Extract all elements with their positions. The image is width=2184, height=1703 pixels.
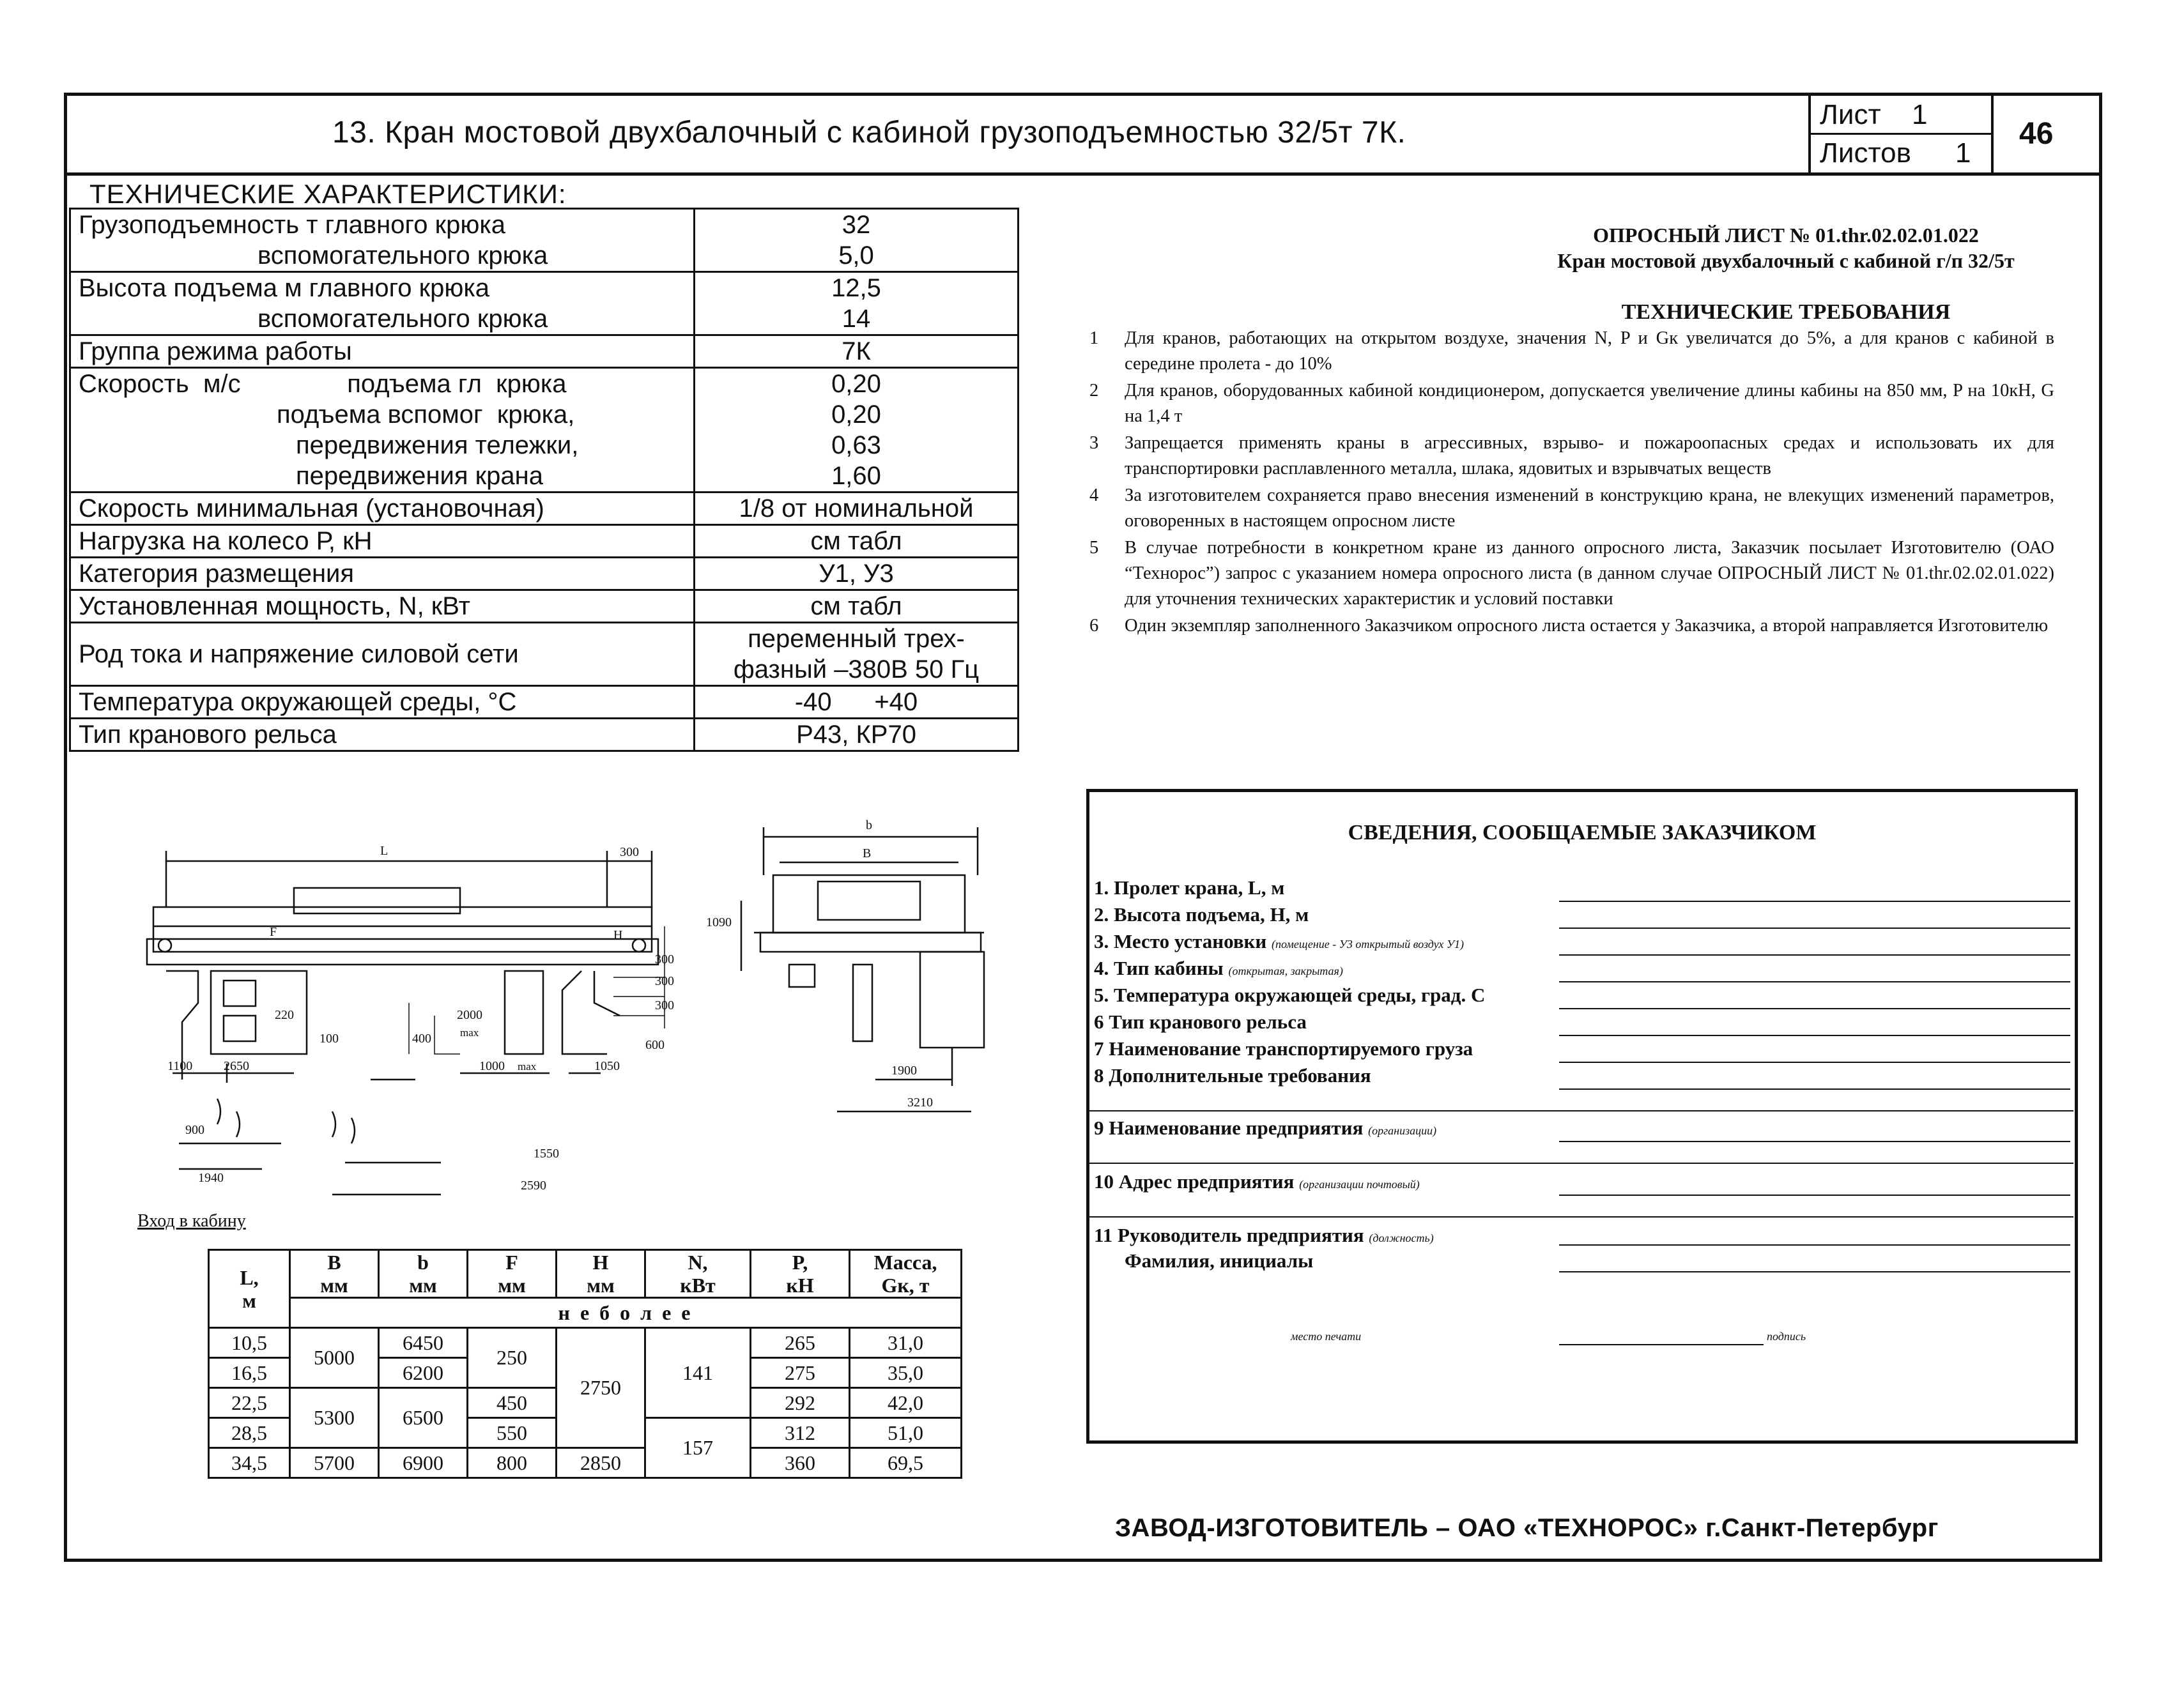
- field-height-line[interactable]: [1559, 928, 2070, 929]
- field-extra-line-2[interactable]: [1089, 1110, 2073, 1111]
- tech-label: вспомогательного крюка: [258, 241, 548, 270]
- tech-label: Температура окружающей среды, °С: [70, 686, 695, 719]
- field-name-label: Фамилия, инициалы: [1125, 1249, 1314, 1272]
- dim-label: 1550: [534, 1147, 559, 1161]
- field-span-label: 1. Пролет крана, L, м: [1094, 876, 1285, 899]
- field-company-line[interactable]: [1559, 1141, 2070, 1142]
- crane-drawing: [121, 811, 1029, 1246]
- tech-label: подъема вспомог крюка,: [277, 401, 575, 429]
- tech-row: [70, 686, 1019, 719]
- tech-value: 0,20: [831, 401, 881, 429]
- field-temperature-line[interactable]: [1559, 1008, 2070, 1009]
- requirement-item: [1089, 613, 2054, 639]
- dim-label: 1900: [891, 1064, 917, 1078]
- crane-trolley: [294, 888, 460, 913]
- sheets-value: 1: [1955, 137, 1971, 169]
- requirement-item: [1089, 483, 2054, 534]
- dim-label: 1090: [706, 915, 732, 929]
- field-location-label: 3. Место установки (помещение - У3 открытый воздух У1): [1094, 930, 1465, 952]
- field-extra-label: 8 Дополнительные требования: [1094, 1064, 1371, 1087]
- tech-value: -40 +40: [695, 686, 1019, 719]
- field-span-line[interactable]: [1559, 901, 2070, 902]
- tech-value: переменный трех-: [748, 625, 965, 653]
- tech-heading: ТЕХНИЧЕСКИЕ ХАРАКТЕРИСТИКИ:: [89, 179, 567, 209]
- tech-value: 14: [842, 305, 871, 333]
- requirement-number: 4: [1089, 485, 1099, 505]
- tech-value: см табл: [695, 590, 1019, 623]
- requirement-item: [1089, 326, 2054, 377]
- end-view-girder: [773, 875, 965, 933]
- dim-label: 900: [185, 1123, 204, 1137]
- field-location-line[interactable]: [1559, 954, 2070, 956]
- signature-label: подпись: [1767, 1330, 1806, 1343]
- tech-value: фазный –380В 50 Гц: [733, 655, 980, 683]
- tech-value: 0,63: [831, 431, 881, 459]
- dim-label: 600: [645, 1038, 665, 1052]
- signature-line[interactable]: [1559, 1344, 1764, 1345]
- tech-row: [70, 525, 1019, 558]
- tech-row: [70, 368, 1019, 493]
- page-number: 46: [2019, 117, 2054, 151]
- dim-label: max: [518, 1060, 537, 1073]
- field-cargo-label: 7 Наименование транспортируемого груза: [1094, 1037, 1473, 1060]
- tech-row: [70, 623, 1019, 686]
- tech-row: [70, 335, 1019, 368]
- field-address-label: 10 Адрес предприятия (организации почтовый): [1094, 1170, 1420, 1193]
- field-height-label: 2. Высота подъема, Н, м: [1094, 903, 1309, 926]
- requirement-item: [1089, 378, 2054, 429]
- dim-label: 300: [655, 952, 674, 966]
- sheets-label: Листов: [1820, 137, 1911, 169]
- table-row: 34,5 5700 6900 800 2850 360 69,5: [209, 1448, 962, 1478]
- tech-value: 12,5: [831, 274, 881, 302]
- page-title: 13. Кран мостовой двухбалочный с кабиной грузоподъемностью 32/5т 7К.: [332, 116, 1406, 149]
- crane-support: [505, 971, 543, 1054]
- requirement-number: 5: [1089, 538, 1099, 558]
- tech-value: 7К: [695, 335, 1019, 368]
- field-company-line-2[interactable]: [1089, 1163, 2073, 1164]
- tech-row: [70, 493, 1019, 525]
- tech-value: 5,0: [838, 241, 874, 270]
- requirement-text: Один экземпляр заполненного Заказчиком опросного листа остается у Заказчика, а второй направляется Изготовителю: [1125, 616, 2049, 636]
- tech-value: см табл: [695, 525, 1019, 558]
- dim-label: 300: [655, 998, 674, 1012]
- table-row: 22,5 5300 6500 450 292 42,0: [209, 1388, 962, 1418]
- tech-label: Категория размещения: [70, 558, 695, 590]
- sheet-divider: [1808, 133, 1994, 135]
- dim-label: 300: [655, 974, 674, 988]
- header-divider: [64, 172, 2102, 176]
- dim-label: F: [270, 925, 277, 939]
- tech-label: Высота подъема м главного крюка: [79, 274, 490, 302]
- field-cabin-label: 4. Тип кабины (открытая, закрытая): [1094, 957, 1343, 979]
- requirement-text: В случае потребности в конкретном кране из данного опросного листа, Заказчик посылает Изготовителю (ОАО “Технорос”) запрос с указанием номера опросного листа (в данном случае ОПРОСНЫЙ ЛИСТ № 01.thr.02.02.01.022) для уточнения технических характеристик и условий поставки: [1125, 538, 2054, 609]
- tech-value: 1/8 от номинальной: [695, 493, 1019, 525]
- dim-label: 1940: [198, 1171, 224, 1185]
- dim-label: L: [380, 844, 388, 858]
- field-director-line[interactable]: [1559, 1244, 2070, 1246]
- requirement-number: 3: [1089, 433, 1099, 453]
- tech-label: Скорость м/с подъема гл крюка: [79, 370, 567, 398]
- dim-label: 400: [412, 1032, 431, 1046]
- tech-label: Установленная мощность, N, кВт: [70, 590, 695, 623]
- table-row: 28,5 550 157 312 51,0: [209, 1418, 962, 1448]
- field-company-label: 9 Наименование предприятия (организации): [1094, 1117, 1437, 1139]
- requirement-text: Для кранов, оборудованных кабиной кондиционером, допускается увеличение длины кабины на 850 мм, P на 10кН, G на 1,4 т: [1125, 381, 2054, 426]
- dim-label: 220: [275, 1008, 294, 1022]
- cabin-entry-label: Вход в кабину: [137, 1211, 246, 1231]
- tech-value: 1,60: [831, 462, 881, 490]
- dim-label: b: [866, 818, 872, 832]
- dim-label: max: [460, 1027, 479, 1039]
- questionnaire-subtitle: Кран мостовой двухбалочный с кабиной г/п 32/5т: [1557, 249, 2015, 272]
- requirements-list: [1089, 326, 2054, 640]
- dim-label: 1100: [167, 1059, 193, 1073]
- tech-label: Тип кранового рельса: [70, 719, 695, 751]
- field-address-line-2[interactable]: [1089, 1216, 2073, 1218]
- tech-row: [70, 272, 1019, 335]
- field-cargo-line[interactable]: [1559, 1062, 2070, 1063]
- field-temperature-label: 5. Температура окружающей среды, град. С: [1094, 984, 1486, 1006]
- requirement-text: Для кранов, работающих на открытом воздухе, значения N, P и Gк увеличатся до 5%, а для кранов с кабиной в середине пролета - до 10%: [1125, 328, 2054, 374]
- field-extra-line[interactable]: [1559, 1088, 2070, 1090]
- requirement-text: Запрещается применять краны в агрессивных, взрыво- и пожароопасных средах и использовать их для транспортировки расплавленного металла, шлака, ядовитых и взрывчатых веществ: [1125, 433, 2054, 478]
- dim-label: 2590: [521, 1179, 546, 1193]
- tech-value: 0,20: [831, 370, 881, 398]
- requirements-heading: ТЕХНИЧЕСКИЕ ТРЕБОВАНИЯ: [1621, 300, 1951, 324]
- tech-label: Грузоподъемность т главного крюка: [79, 211, 505, 239]
- tech-row: [70, 209, 1019, 272]
- field-director-label: 11 Руководитель предприятия (должность): [1094, 1224, 1434, 1246]
- tech-table: [69, 208, 1019, 752]
- field-name-line[interactable]: [1559, 1271, 2070, 1272]
- tech-value: 32: [842, 211, 871, 239]
- dim-label: B: [863, 846, 872, 860]
- dim-label: 3210: [907, 1096, 933, 1110]
- dim-label: 1000: [479, 1059, 505, 1073]
- tech-value: Р43, КР70: [695, 719, 1019, 751]
- dim-label: 300: [620, 845, 639, 859]
- tech-label: вспомогательного крюка: [258, 305, 548, 333]
- dim-label: 1050: [594, 1059, 620, 1073]
- sheet-label: Лист: [1820, 99, 1881, 130]
- requirement-item: [1089, 535, 2054, 612]
- not-more-label: н е б о л е е: [290, 1298, 962, 1328]
- tech-label: Скорость минимальная (установочная): [70, 493, 695, 525]
- requirement-item: [1089, 431, 2054, 482]
- customer-info-title: СВЕДЕНИЯ, СООБЩАЕМЫЕ ЗАКАЗЧИКОМ: [1348, 821, 1817, 844]
- tech-label: передвижения тележки,: [296, 431, 579, 459]
- manufacturer-footer: ЗАВОД-ИЗГОТОВИТЕЛЬ – ОАО «ТЕХНОРОС» г.Санкт-Петербург: [1115, 1514, 1939, 1542]
- tech-label: передвижения крана: [296, 462, 543, 490]
- requirement-text: За изготовителем сохраняется право внесения изменений в конструкцию крана, не влекущих изменений параметров, оговоренных в настоящем опросном листе: [1125, 485, 2054, 531]
- sheet-value: 1: [1912, 99, 1928, 130]
- tech-row: [70, 590, 1019, 623]
- table-row: 10,5 5000 6450 250 2750 141 265 31,0: [209, 1328, 962, 1358]
- stamp-place-label: место печати: [1291, 1330, 1362, 1343]
- tech-label: Род тока и напряжение силовой сети: [70, 623, 695, 686]
- requirement-number: 1: [1089, 328, 1099, 348]
- requirement-number: 6: [1089, 616, 1099, 636]
- tech-label: Нагрузка на колесо Р, кН: [70, 525, 695, 558]
- tech-row: [70, 719, 1019, 751]
- field-rail-label: 6 Тип кранового рельса: [1094, 1011, 1307, 1033]
- dimension-table: L, м B мм b мм F мм H мм N, кВт P, кН Масса, Gк, т н е б о л е е 10,5 5000 6450 250 2750 141 265 31,0 16,5 6200 275 35,0 22,5 5300 6500 450 292 42,0 28,5 550 157 312 51,0 34,5 5700 6900 800 2850 360 69,5: [208, 1249, 962, 1479]
- dim-label: 2650: [224, 1059, 249, 1073]
- crane-side-view: [147, 851, 665, 1195]
- tech-row: [70, 558, 1019, 590]
- field-cabin-line[interactable]: [1559, 981, 2070, 982]
- dim-label: 100: [319, 1032, 339, 1046]
- questionnaire-title: ОПРОСНЫЙ ЛИСТ № 01.thr.02.02.01.022: [1593, 224, 1979, 247]
- dim-label: H: [613, 928, 623, 942]
- table-row: 16,5 6200 275 35,0: [209, 1358, 962, 1388]
- tech-label: Группа режима работы: [70, 335, 695, 368]
- crane-end-view: [741, 827, 984, 1111]
- tech-value: У1, У3: [695, 558, 1019, 590]
- requirement-number: 2: [1089, 381, 1099, 401]
- field-address-line[interactable]: [1559, 1195, 2070, 1196]
- dim-label: 2000: [457, 1008, 482, 1022]
- field-rail-line[interactable]: [1559, 1035, 2070, 1036]
